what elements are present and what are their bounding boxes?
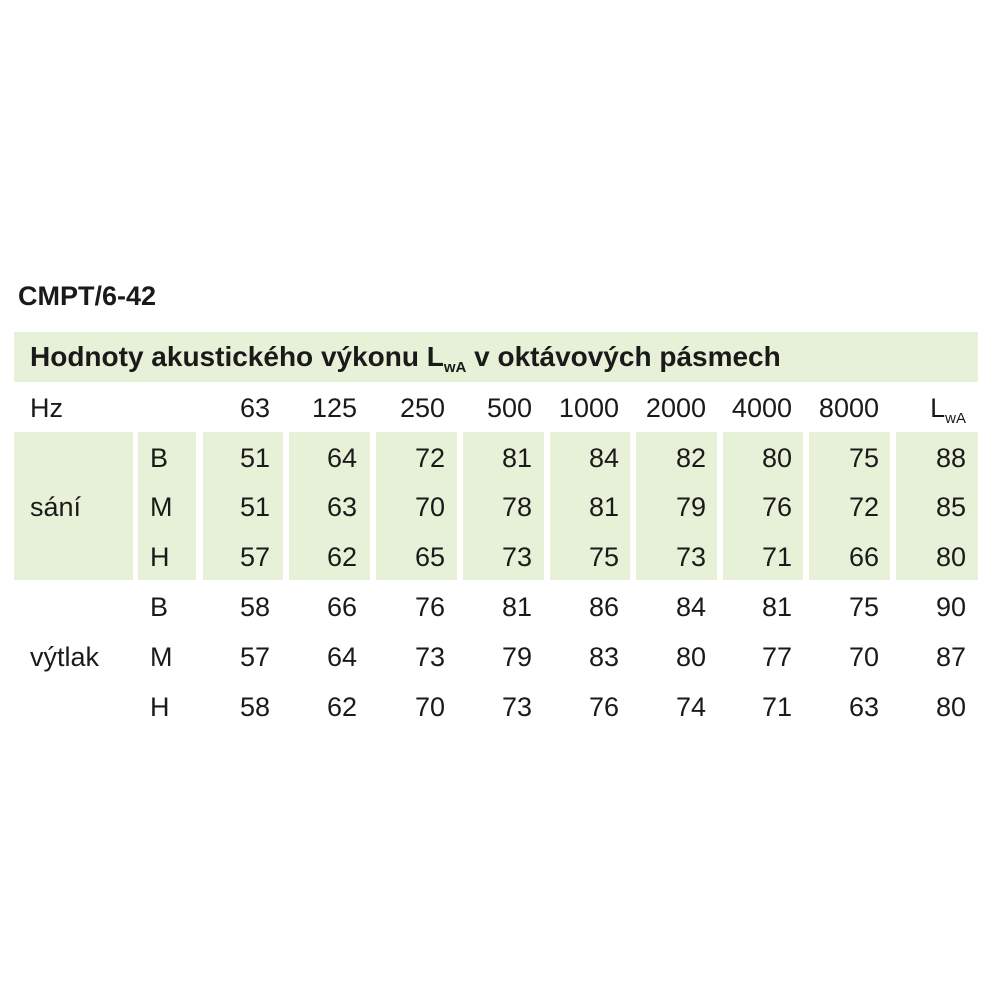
- sound-power-value: 58: [239, 592, 270, 622]
- sound-power-value: 73: [414, 642, 445, 672]
- total-sound-power-value: 85: [935, 492, 966, 522]
- sound-power-value: 62: [326, 542, 357, 572]
- frequency-header: 63: [239, 393, 270, 423]
- sound-power-value: 74: [675, 692, 706, 722]
- total-sound-power-value: 80: [935, 542, 966, 572]
- total-sound-power-value: 90: [935, 592, 966, 622]
- sound-power-value: 70: [848, 642, 879, 672]
- sound-power-value: 72: [848, 492, 879, 522]
- sound-power-value: 73: [501, 542, 532, 572]
- table-title-bar: [14, 332, 978, 382]
- title-subscript: wA: [443, 359, 467, 376]
- fan-speed-level: M: [150, 492, 173, 522]
- sound-power-value: 51: [239, 443, 270, 473]
- frequency-header: 8000: [818, 393, 879, 423]
- sound-power-value: 80: [761, 443, 792, 473]
- sound-power-value: 76: [761, 492, 792, 522]
- table-title: [30, 339, 781, 380]
- sound-power-value: 63: [848, 692, 879, 722]
- sound-power-value: 81: [761, 592, 792, 622]
- fan-speed-level: H: [150, 692, 170, 722]
- sound-power-value: 83: [588, 642, 619, 672]
- total-sound-power-value: 80: [935, 692, 966, 722]
- sound-power-value: 75: [848, 443, 879, 473]
- sound-power-value: 73: [501, 692, 532, 722]
- sound-power-value: 81: [588, 492, 619, 522]
- sound-power-value: 75: [588, 542, 619, 572]
- frequency-header: 2000: [645, 393, 706, 423]
- frequency-header: 1000: [558, 393, 619, 423]
- sound-power-value: 66: [326, 592, 357, 622]
- title-text: Hodnoty akustického výkonu L: [30, 341, 444, 372]
- fan-speed-level: B: [150, 443, 169, 473]
- sound-power-value: 76: [414, 592, 445, 622]
- sound-power-value: 66: [848, 542, 879, 572]
- sound-power-value: 82: [675, 443, 706, 473]
- sound-power-value: 73: [675, 542, 706, 572]
- group-label: sání: [30, 492, 82, 522]
- hz-label: Hz: [30, 393, 63, 423]
- sound-power-value: 84: [588, 443, 619, 473]
- sound-power-value: 57: [239, 542, 270, 572]
- sound-power-value: 58: [239, 692, 270, 722]
- model-name: CMPT/6-42: [18, 281, 157, 311]
- sound-power-value: 70: [414, 692, 445, 722]
- sound-power-value: 81: [501, 443, 532, 473]
- frequency-header: 500: [486, 393, 532, 423]
- sound-power-value: 84: [675, 592, 706, 622]
- sound-power-value: 57: [239, 642, 270, 672]
- frequency-header: 125: [311, 393, 357, 423]
- frequency-header: 4000: [731, 393, 792, 423]
- sound-power-value: 86: [588, 592, 619, 622]
- sound-power-value: 72: [414, 443, 445, 473]
- sound-power-value: 62: [326, 692, 357, 722]
- title-text-end: v oktávových pásmech: [466, 341, 781, 372]
- fan-speed-level: H: [150, 542, 170, 572]
- sound-power-value: 81: [501, 592, 532, 622]
- sound-power-value: 80: [675, 642, 706, 672]
- frequency-header: 250: [399, 393, 445, 423]
- total-header: [846, 392, 966, 429]
- sound-power-value: 70: [414, 492, 445, 522]
- total-sound-power-value: 87: [935, 642, 966, 672]
- sound-power-value: 71: [761, 692, 792, 722]
- fan-speed-level: B: [150, 592, 169, 622]
- sound-power-value: 64: [326, 642, 357, 672]
- total-sound-power-value: 88: [935, 443, 966, 473]
- sound-power-value: 79: [501, 642, 532, 672]
- group-label: výtlak: [30, 642, 100, 672]
- sound-power-value: 79: [675, 492, 706, 522]
- sound-power-value: 75: [848, 592, 879, 622]
- fan-speed-level: M: [150, 642, 173, 672]
- sound-power-value: 51: [239, 492, 270, 522]
- sound-power-value: 76: [588, 692, 619, 722]
- total-header-main: L: [930, 393, 946, 423]
- sound-power-value: 64: [326, 443, 357, 473]
- sound-power-value: 65: [414, 542, 445, 572]
- sound-power-value: 78: [501, 492, 532, 522]
- sound-power-value: 71: [761, 542, 792, 572]
- sound-power-value: 77: [761, 642, 792, 672]
- sound-power-value: 63: [326, 492, 357, 522]
- total-header-subscript: wA: [945, 410, 966, 427]
